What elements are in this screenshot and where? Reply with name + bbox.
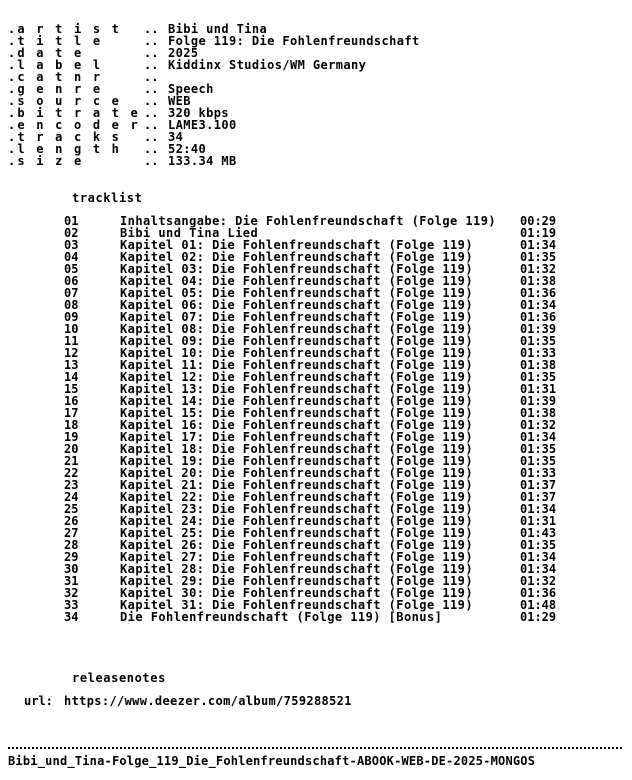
- track-number: 30: [64, 562, 79, 576]
- track-number: 02: [64, 226, 79, 240]
- track-number: 06: [64, 274, 79, 288]
- metadata-key: .d a t e: [8, 46, 84, 60]
- track-number: 25: [64, 502, 79, 516]
- track-number: 32: [64, 586, 79, 600]
- track-title: Kapitel 09: Die Fohlenfreundschaft (Folge 119): [120, 334, 474, 348]
- track-duration: 01:34: [520, 562, 557, 576]
- track-title: Kapitel 10: Die Fohlenfreundschaft (Folge 119): [120, 346, 474, 360]
- metadata-value: WEB: [168, 94, 191, 108]
- metadata-key: .b i t r a t e: [8, 106, 140, 120]
- release-metadata-table: [8, 23, 420, 167]
- track-duration: 01:32: [520, 418, 557, 432]
- track-number: 03: [64, 238, 79, 252]
- metadata-value: 34: [168, 130, 184, 144]
- track-number: 29: [64, 550, 79, 564]
- track-title: Kapitel 30: Die Fohlenfreundschaft (Folge 119): [120, 586, 474, 600]
- metadata-value: Speech: [168, 82, 214, 96]
- track-number: 26: [64, 514, 79, 528]
- url-link[interactable]: https://www.deezer.com/album/759288521: [64, 694, 352, 708]
- track-duration: 01:48: [520, 598, 557, 612]
- metadata-separator: ..: [144, 118, 159, 132]
- track-duration: 01:36: [520, 310, 557, 324]
- metadata-separator: ..: [144, 46, 159, 60]
- track-duration: 01:35: [520, 538, 557, 552]
- track-duration: 01:39: [520, 322, 557, 336]
- track-title: Kapitel 01: Die Fohlenfreundschaft (Folge 119): [120, 238, 474, 252]
- track-duration: 01:37: [520, 490, 557, 504]
- track-title: Bibi und Tina Lied: [120, 226, 259, 240]
- track-duration: 01:32: [520, 574, 557, 588]
- metadata-key: .e n c o d e r: [8, 118, 140, 132]
- metadata-separator: ..: [144, 70, 159, 84]
- track-title: Kapitel 02: Die Fohlenfreundschaft (Folge 119): [120, 250, 474, 264]
- track-title: Kapitel 11: Die Fohlenfreundschaft (Folge 119): [120, 358, 474, 372]
- track-title: Kapitel 07: Die Fohlenfreundschaft (Folge 119): [120, 310, 474, 324]
- track-title: Kapitel 06: Die Fohlenfreundschaft (Folge 119): [120, 298, 474, 312]
- track-duration: 01:43: [520, 526, 557, 540]
- metadata-value: 133.34 MB: [168, 154, 237, 168]
- metadata-separator: ..: [144, 82, 159, 96]
- metadata-value: Folge 119: Die Fohlenfreundschaft: [168, 34, 420, 48]
- track-title: Kapitel 24: Die Fohlenfreundschaft (Folge 119): [120, 514, 474, 528]
- track-title: Kapitel 18: Die Fohlenfreundschaft (Folge 119): [120, 442, 474, 456]
- metadata-separator: ..: [144, 22, 159, 36]
- track-number: 28: [64, 538, 79, 552]
- track-number: 23: [64, 478, 79, 492]
- metadata-separator: ..: [144, 94, 159, 108]
- track-title: Kapitel 29: Die Fohlenfreundschaft (Folge 119): [120, 574, 474, 588]
- track-title: Kapitel 28: Die Fohlenfreundschaft (Folge 119): [120, 562, 474, 576]
- track-title: Kapitel 26: Die Fohlenfreundschaft (Folge 119): [120, 538, 474, 552]
- track-number: 31: [64, 574, 79, 588]
- track-number: 18: [64, 418, 79, 432]
- track-duration: 01:36: [520, 286, 557, 300]
- metadata-separator: ..: [144, 34, 159, 48]
- metadata-value: Bibi und Tina: [168, 22, 268, 36]
- metadata-value: 320 kbps: [168, 106, 229, 120]
- track-title: Kapitel 16: Die Fohlenfreundschaft (Folge 119): [120, 418, 474, 432]
- track-title: Die Fohlenfreundschaft (Folge 119) [Bonus]: [120, 610, 443, 624]
- track-duration: 00:29: [520, 214, 557, 228]
- track-duration: 01:39: [520, 394, 557, 408]
- track-duration: 01:34: [520, 430, 557, 444]
- track-duration: 01:33: [520, 346, 557, 360]
- track-title: Kapitel 08: Die Fohlenfreundschaft (Folge 119): [120, 322, 474, 336]
- track-title: Kapitel 31: Die Fohlenfreundschaft (Folge 119): [120, 598, 474, 612]
- metadata-row: [8, 155, 420, 167]
- track-duration: 01:34: [520, 502, 557, 516]
- metadata-key: .c a t n r: [8, 70, 103, 84]
- track-number: 33: [64, 598, 79, 612]
- track-duration: 01:35: [520, 442, 557, 456]
- track-title: Kapitel 23: Die Fohlenfreundschaft (Folge 119): [120, 502, 474, 516]
- metadata-key: .g e n r e: [8, 82, 103, 96]
- track-duration: 01:35: [520, 334, 557, 348]
- track-title: Kapitel 20: Die Fohlenfreundschaft (Folge 119): [120, 466, 474, 480]
- track-duration: 01:38: [520, 406, 557, 420]
- track-title: Kapitel 15: Die Fohlenfreundschaft (Folge 119): [120, 406, 474, 420]
- track-title: Kapitel 05: Die Fohlenfreundschaft (Folge 119): [120, 286, 474, 300]
- track-title: Kapitel 12: Die Fohlenfreundschaft (Folge 119): [120, 370, 474, 384]
- track-title: Kapitel 27: Die Fohlenfreundschaft (Folge 119): [120, 550, 474, 564]
- track-title: Kapitel 03: Die Fohlenfreundschaft (Folge 119): [120, 262, 474, 276]
- metadata-key: .s o u r c e: [8, 94, 122, 108]
- track-number: 24: [64, 490, 79, 504]
- release-name: Bibi_und_Tina-Folge_119_Die_Fohlenfreundschaft-ABOOK-WEB-DE-2025-MONGOS: [8, 754, 536, 768]
- url-label: url:: [24, 694, 53, 708]
- track-title: Kapitel 13: Die Fohlenfreundschaft (Folge 119): [120, 382, 474, 396]
- metadata-separator: ..: [144, 130, 159, 144]
- track-title: Kapitel 14: Die Fohlenfreundschaft (Folge 119): [120, 394, 474, 408]
- track-row: [64, 611, 568, 623]
- release-url-line: [24, 695, 352, 707]
- metadata-value: 2025: [168, 46, 199, 60]
- track-duration: 01:37: [520, 478, 557, 492]
- track-title: Kapitel 21: Die Fohlenfreundschaft (Folge 119): [120, 478, 474, 492]
- track-duration: 01:31: [520, 514, 557, 528]
- track-number: 04: [64, 250, 79, 264]
- track-duration: 01:34: [520, 550, 557, 564]
- track-title: Kapitel 22: Die Fohlenfreundschaft (Folge 119): [120, 490, 474, 504]
- track-number: 14: [64, 370, 79, 384]
- track-duration: 01:38: [520, 274, 557, 288]
- track-number: 10: [64, 322, 79, 336]
- metadata-key: .l e n g t h: [8, 142, 122, 156]
- track-title: Kapitel 04: Die Fohlenfreundschaft (Folge 119): [120, 274, 474, 288]
- track-duration: 01:38: [520, 358, 557, 372]
- track-duration: 01:31: [520, 382, 557, 396]
- track-number: 17: [64, 406, 79, 420]
- track-number: 12: [64, 346, 79, 360]
- track-duration: 01:19: [520, 226, 557, 240]
- tracklist-heading: tracklist: [72, 191, 143, 205]
- metadata-value: LAME3.100: [168, 118, 237, 132]
- metadata-separator: ..: [144, 106, 159, 120]
- track-number: 08: [64, 298, 79, 312]
- tracklist: [64, 215, 568, 623]
- track-number: 09: [64, 310, 79, 324]
- releasenotes-heading: releasenotes: [72, 671, 166, 685]
- metadata-value: 52:40: [168, 142, 207, 156]
- track-duration: 01:29: [520, 610, 557, 624]
- track-number: 21: [64, 454, 79, 468]
- track-duration: 01:35: [520, 370, 557, 384]
- track-number: 01: [64, 214, 79, 228]
- track-duration: 01:35: [520, 454, 557, 468]
- metadata-key: .s i z e: [8, 154, 84, 168]
- track-number: 27: [64, 526, 79, 540]
- track-number: 11: [64, 334, 79, 348]
- track-duration: 01:35: [520, 250, 557, 264]
- track-title: Kapitel 25: Die Fohlenfreundschaft (Folge 119): [120, 526, 474, 540]
- dotted-divider: [8, 743, 622, 749]
- track-number: 13: [64, 358, 79, 372]
- track-number: 07: [64, 286, 79, 300]
- track-duration: 01:34: [520, 298, 557, 312]
- metadata-key: .t i t l e: [8, 34, 103, 48]
- metadata-key: .a r t i s t: [8, 22, 122, 36]
- metadata-separator: ..: [144, 142, 159, 156]
- track-number: 34: [64, 610, 79, 624]
- track-duration: 01:32: [520, 262, 557, 276]
- track-duration: 01:36: [520, 586, 557, 600]
- metadata-key: .l a b e l: [8, 58, 103, 72]
- track-number: 20: [64, 442, 79, 456]
- track-number: 19: [64, 430, 79, 444]
- metadata-separator: ..: [144, 154, 159, 168]
- track-number: 16: [64, 394, 79, 408]
- metadata-key: .t r a c k s: [8, 130, 122, 144]
- track-title: Kapitel 19: Die Fohlenfreundschaft (Folge 119): [120, 454, 474, 468]
- track-title: Inhaltsangabe: Die Fohlenfreundschaft (Folge 119): [120, 214, 497, 228]
- track-number: 22: [64, 466, 79, 480]
- track-duration: 01:34: [520, 238, 557, 252]
- track-duration: 01:33: [520, 466, 557, 480]
- metadata-value: Kiddinx Studios/WM Germany: [168, 58, 367, 72]
- track-number: 15: [64, 382, 79, 396]
- track-number: 05: [64, 262, 79, 276]
- metadata-separator: ..: [144, 58, 159, 72]
- track-title: Kapitel 17: Die Fohlenfreundschaft (Folge 119): [120, 430, 474, 444]
